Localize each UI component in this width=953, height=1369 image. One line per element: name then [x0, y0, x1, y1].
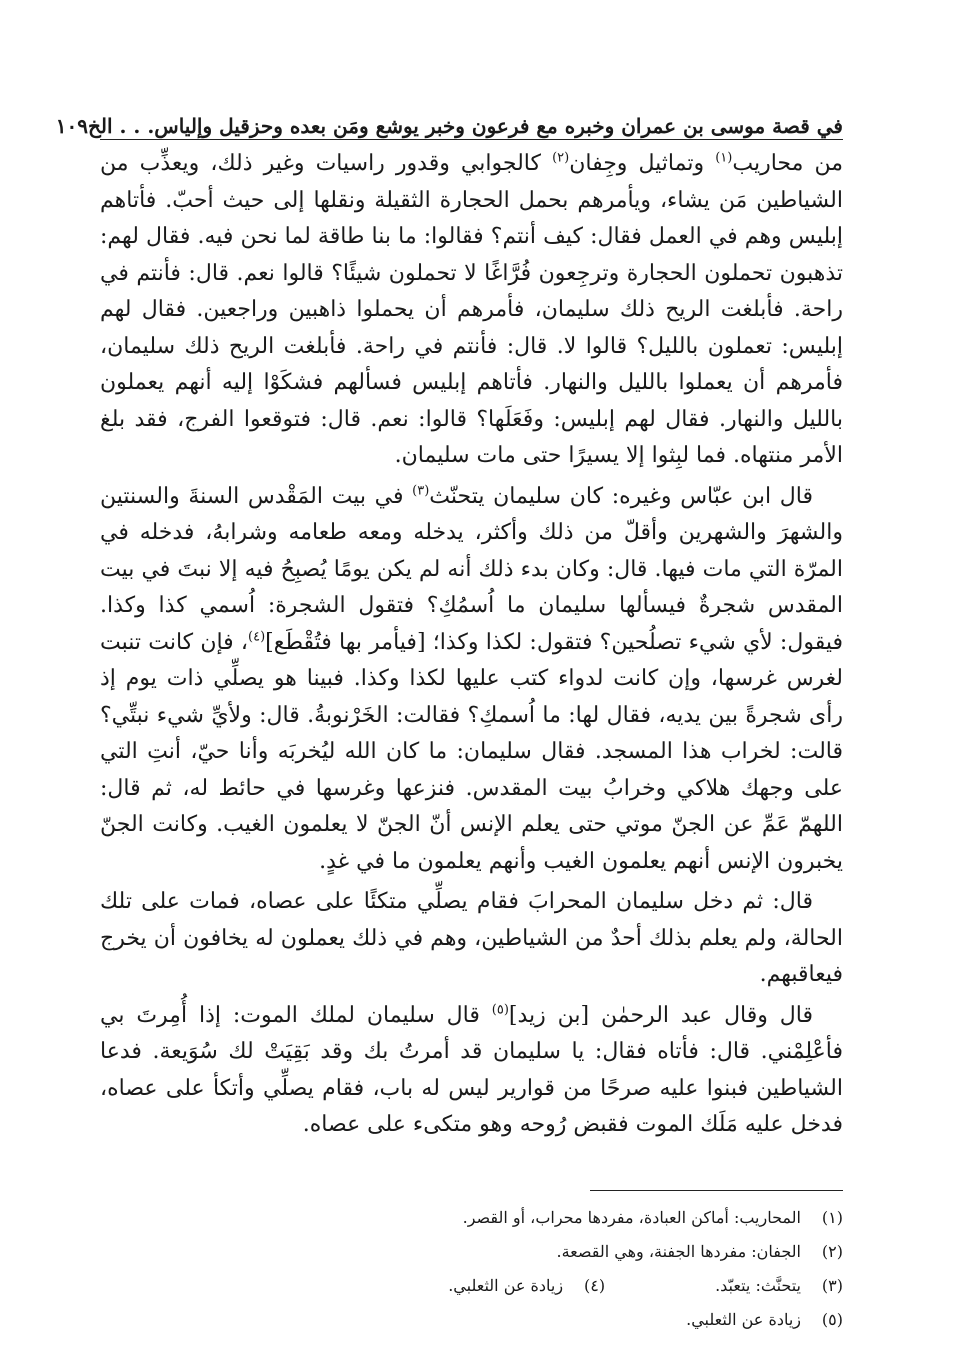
footnote-item: (١) المحاريب: أماكن العبادة، مفردها محراب، أو القصر.	[462, 1208, 843, 1227]
footnote-ref-4: (٤)	[248, 629, 266, 645]
page-number: ١٠٩	[55, 114, 88, 138]
footnote-ref-5: (٥)	[491, 1002, 509, 1018]
header-rule	[100, 139, 843, 140]
footnotes	[100, 1201, 843, 1337]
chapter-title: في قصة موسى بن عمران وخبره مع فرعون وخبر يوشع ومَن بعده وحزقيل وإلياس. . . الخ	[87, 114, 843, 138]
main-text	[100, 146, 843, 1148]
footnote-item: (٥) زيادة عن الثعلبي.	[686, 1310, 843, 1329]
footnote-item: (٢) الجفان: مفردها الجفنة، وهي القصعة.	[556, 1242, 843, 1261]
footnote-ref-3: (٣)	[412, 483, 430, 499]
paragraph-3: قال: ثم دخل سليمان المحرابَ فقام يصلِّي متكئًا على عصاه، فمات على تلك الحالة، ولم يعلم بذلك أحدٌ من الشياطين، وهم في ذلك يعملون له يخافون أن يخرج فيعاقبهم.	[100, 889, 843, 987]
paragraph-2: قال ابن عبّاس وغيره: كان سليمان يتحنّث$^{(٣)}$ في بيت المَقْدس السنةَ والسنتين والشهرَ والشهرين وأقلّ من ذلك وأكثر، يدخله ومعه طعامه وشرابهُ، فدخله في المرّة التي مات فيها. قال: وكان بدء ذلك أنه لم يكن يومًا يُصبِحُ فيه إلا نبتَ في بيت المقدس شجرةٌ فيسألها سليمان ما اُسمُكِ؟ فتقول الشجرة: اُسمي كذا وكذا. فيقول: لأي شيء تصلُحين؟ فتقول: لكذا وكذا؛ [فيأمر بها فتُقْطَع]$^{(٤)}$، فإن كانت تنبت لغرس غرسها، وإن كانت لدواء كتب عليها لكذا وكذا. فبينا هو يصلِّي ذات يوم إذ رأى شجرةً بين يديه، فقال لها: ما اُسمكِ؟ فقالت: الخَرْنوبةُ. قال: ولأيِّ شيء نبتِّي؟ قالت: لخراب هذا المسجد. فقال سليمان: ما كان الله ليُخربَه وأنا حيّ، أنتِ التي على وجهك هلاكي وخرابُ بيت المقدس. فنزعها وغرسها في حائط له، ثم قال: اللهمّ عَمِّ عن الجنّ موتي حتى يعلم الإنس أنّ الجنّ لا يعلمون الغيب. وكانت الجنّ يخبرون الإنس أنهم يعلمون الغيب وأنهم يعلمون ما في غدٍ.	[100, 483, 843, 874]
running-head	[55, 98, 843, 138]
footnote-ref-2: (٢)	[552, 150, 570, 166]
footnote-item: (٣) يتحنَّث: يتعبّد. (٤) زيادة عن الثعلبي.	[448, 1276, 843, 1295]
footnote-separator	[590, 1190, 843, 1191]
paragraph-4: قال وقال عبد الرحمٰن [بن زيد]$^{(٥)}$ قال سليمان لملك الموت: إذا أُمِرتَ بي فأعْلِمْني. قال: فأتاه فقال: يا سليمان قد أمرتُ بك وقد بَقِيَتْ لك سُوَيعة. فدعا الشياطين فبنوا عليه صرحًا من قوارير ليس له باب، فقام يصلِّي وأتكأ على عصاه، فدخل عليه مَلَك الموت فقبض رُوحه وهو متكىء على عصاه.	[100, 1002, 843, 1137]
paragraph-1: من محاريب$^{(١)}$ وتماثيل وجِفان$^{(٢)}$ كالجوابي وقدور راسيات وغير ذلك، ويعذِّب من الشياطين مَن يشاء، ويأمرهم بحمل الحجارة الثقيلة ونقلها إلى حيث أحبّ. فأتاهم إبليس وهم في العمل فقال: كيف أنتم؟ فقالوا: ما بنا طاقة لما نحن فيه. فقال لهم: تذهبون تحملون الحجارة وترجِعون فُرَّاغًا لا تحملون شيئًا؟ قالوا نعم. قال: فأنتم في راحة. فأبلغت الريح ذلك سليمان، فأمرهم أن يحملوا ذاهبين وراجعين. فقال لهم إبليس: تعملون بالليل؟ قالوا لا. قال: فأنتم في راحة. فأبلغت الريح ذلك سليمان، فأمرهم أن يعملوا بالليل والنهار. فأتاهم إبليس فسألهم فشكَوْا إليه أنهم يعملون بالليل والنهار. فقال لهم إبليس: وفَعَلَها؟ قالوا: نعم. قال: فتوقعوا الفرج، فقد بلغ الأمر منتهاه. فما لبِثوا إلا يسيرًا حتى مات سليمان.	[100, 150, 844, 468]
footnote-ref-1: (١)	[715, 150, 733, 166]
